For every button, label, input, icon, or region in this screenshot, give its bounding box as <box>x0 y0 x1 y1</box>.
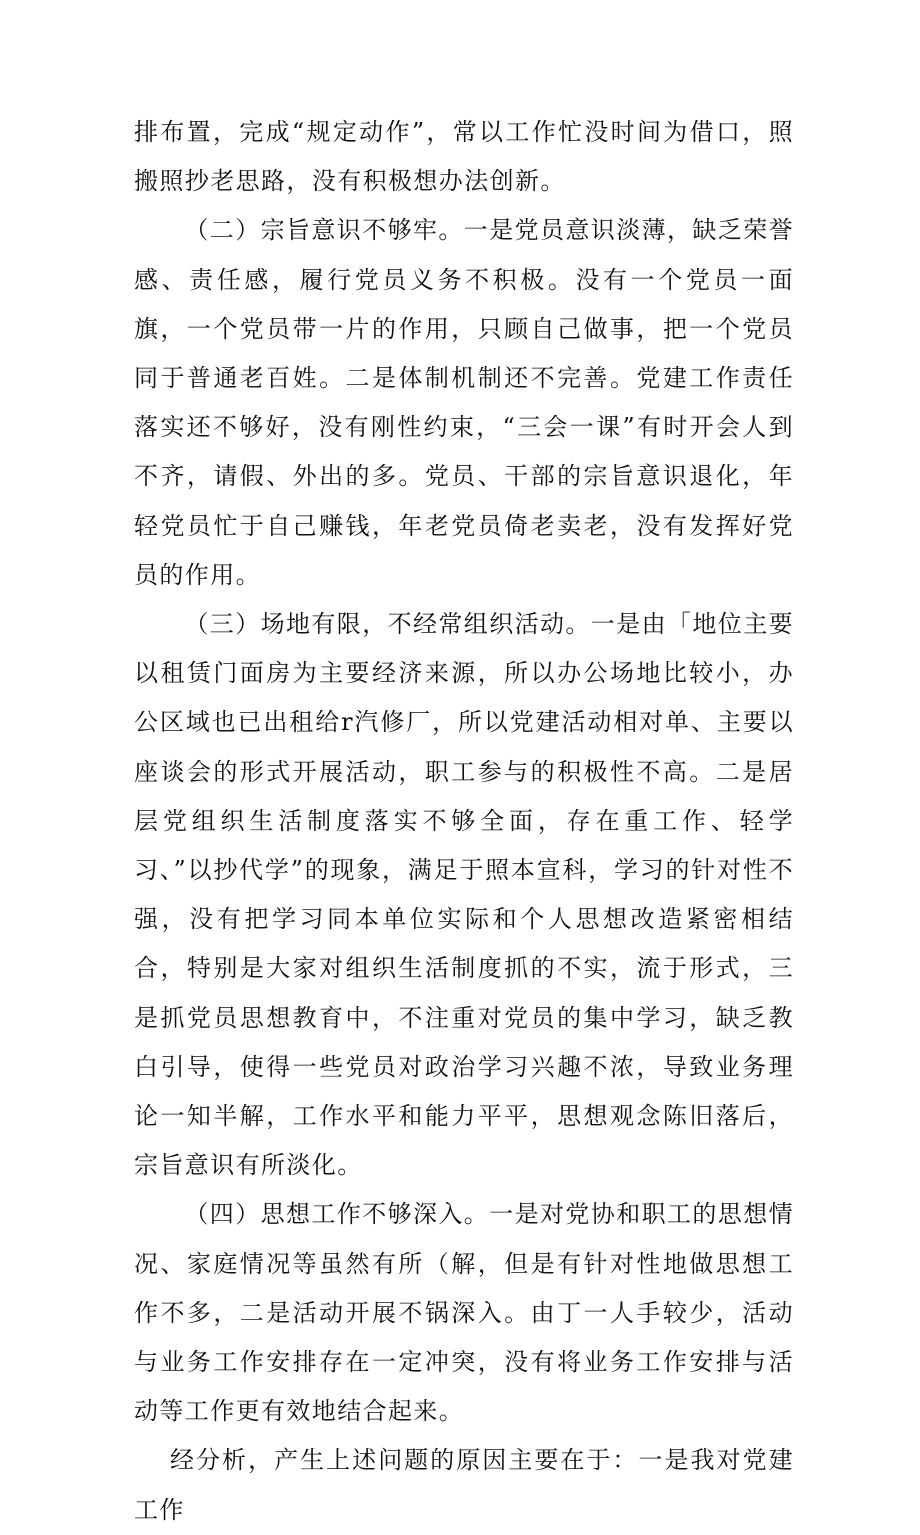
paragraph-continuation: 排布置，完成“规定动作”，常以工作忙没时间为借口，照搬照抄老思路，没有积极想办法创新。 <box>134 118 794 196</box>
paragraph-section-2: （二）宗旨意识不够牢。一是党员意识淡薄，缺乏荣誉感、责任感，履行党员义务不积极。没有一个党员一面旗，一个党员带一片的作用，只顾自己做事，把一个党员同于普通老百姓。二是体制机制还不完善。党建工作责任落实还不够好，没有刚性约束，“三会一课”有时开会人到不齐，请假、外出的多。党员、干部的宗旨意识退化，年轻党员忙于自己赚钱，年老党员倚老卖老，没有发挥好党员的作用。 <box>134 216 794 589</box>
paragraph-section-3: （三）场地有限，不经常组织活动。一是由「地位主要以租赁门面房为主要经济来源，所以办公场地比较小，办公区域也已出租给r汽修厂，所以党建活动相对单、主要以座谈会的形式开展活动，职工参与的积极性不高。二是居层党组织生活制度落实不够全面，存在重工作、轻学习、”以抄代学”的现象，满足于照本宣科，学习的针对性不强，没有把学习同本单位实际和个人思想改造紧密相结合，特别是大家对组织生活制度抓的不实，流于形式，三是抓党员思想教育中，不注重对党员的集中学习，缺乏教白引导，使得一些党员对政治学习兴趣不浓，导致业务理论一知半解，工作水平和能力平平，思想观念陈旧落后，宗旨意识有所淡化。 <box>134 610 794 1180</box>
paragraph-section-4: （四）思想工作不够深入。一是对党协和职工的思想情况、家庭情况等虽然有所（解，但是有针对性地做思想工作不多，二是活动开展不锅深入。由丁一人手较少，活动与业务工作安排存在一定冲突，没有将业务工作安排与活动等工作更有效地结合起来。 <box>134 1200 794 1426</box>
body-text <box>134 108 794 1535</box>
paragraph-analysis: 经分析，产生上述问题的原因主要在于：一是我对党建工作 <box>134 1446 794 1524</box>
